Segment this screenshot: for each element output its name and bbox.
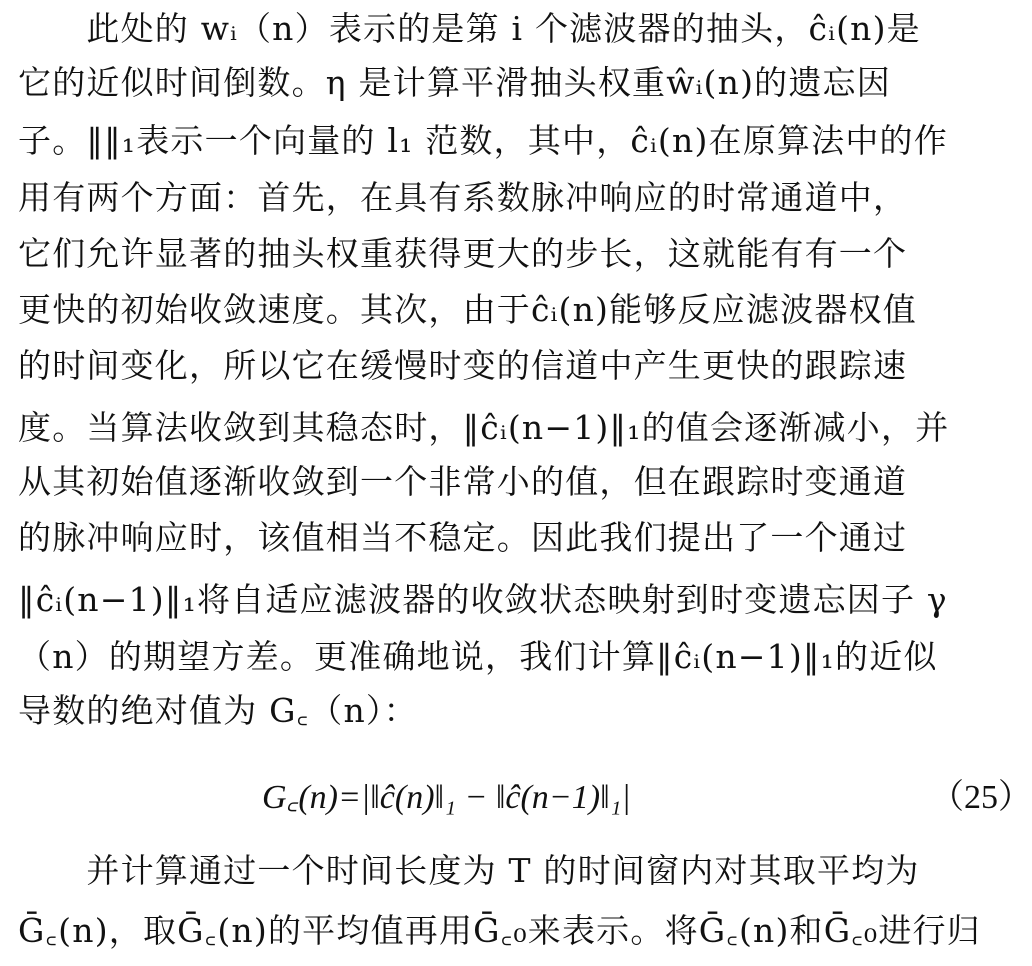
paragraph-line-13: 导数的绝对值为 G꜀（n）： — [18, 691, 418, 730]
closing-line-2: Ḡ꜀(n)，取Ḡ꜀(n)的平均值再用Ḡ꜀₀来表示。将Ḡ꜀(n)和Ḡ꜀₀进行归 — [18, 911, 981, 950]
paragraph-line-10: 的脉冲响应时，该值相当不稳定。因此我们提出了一个通过 — [18, 518, 908, 557]
paragraph-line-5: 它们允许显著的抽头权重获得更大的步长，这就能有有一个 — [18, 234, 908, 273]
paragraph-line-3: 子。‖‖₁表示一个向量的 l₁ 范数，其中，ĉᵢ(n)在原算法中的作 — [18, 121, 948, 160]
closing-line-1: 并计算通过一个时间长度为 T 的时间窗内对其取平均为 — [18, 851, 920, 890]
paragraph-line-2: 它的近似时间倒数。η 是计算平滑抽头权重ŵᵢ(n)的遗忘因 — [18, 63, 891, 102]
paragraph-line-11: ‖ĉᵢ(n−1)‖₁将自适应滤波器的收敛状态映射到时变遗忘因子 γ — [18, 580, 948, 619]
paragraph-line-9: 从其初始值逐渐收敛到一个非常小的值，但在跟踪时变通道 — [18, 462, 908, 501]
equation-25: G꜀(n)=|‖ĉ(n)‖₁ − ‖ĉ(n−1)‖₁| — [262, 779, 631, 816]
paragraph-line-4: 用有两个方面：首先，在具有系数脉冲响应的时常通道中， — [18, 178, 908, 217]
paragraph-line-8: 度。当算法收敛到其稳态时，‖ĉᵢ(n−1)‖₁的值会逐渐减小，并 — [18, 408, 950, 447]
paragraph-line-7: 的时间变化，所以它在缓慢时变的信道中产生更快的跟踪速 — [18, 346, 908, 385]
equation-number: （25） — [930, 779, 1032, 816]
paragraph-line-12: （n）的期望方差。更准确地说，我们计算‖ĉᵢ(n−1)‖₁的近似 — [18, 637, 938, 676]
paragraph-line-6: 更快的初始收敛速度。其次，由于ĉᵢ(n)能够反应滤波器权值 — [18, 290, 917, 329]
paragraph-line-1: 此处的 wᵢ（n）表示的是第 i 个滤波器的抽头，ĉᵢ(n)是 — [18, 9, 921, 48]
